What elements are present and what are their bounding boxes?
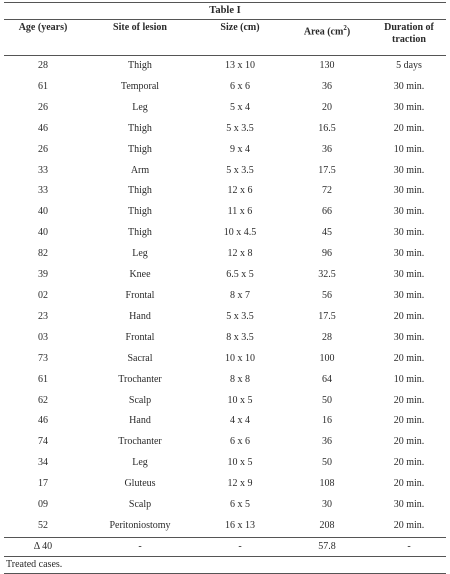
- size-cell: 6 x 6: [230, 80, 250, 92]
- duration-cell: 30 min.: [393, 331, 425, 343]
- site-cell: Thigh: [128, 206, 152, 218]
- duration-cell: 20 min.: [393, 519, 425, 531]
- area-cell: 17.5: [318, 164, 336, 176]
- duration-cell: 30 min.: [393, 289, 425, 301]
- area-cell: 20: [322, 101, 332, 113]
- age-cell: 62: [38, 394, 48, 406]
- duration-cell: 30 min.: [393, 248, 425, 260]
- table-row: [4, 161, 446, 182]
- site-cell: Thigh: [128, 60, 152, 71]
- site-cell: Knee: [129, 269, 151, 281]
- area-cell: 66: [322, 206, 332, 218]
- size-cell: 10 x 4.5: [223, 227, 257, 239]
- size-cell: 16 x 13: [225, 519, 255, 531]
- table-row: [4, 349, 446, 370]
- age-cell: 46: [38, 122, 48, 134]
- age-cell: 52: [38, 519, 48, 531]
- area-cell: 16.5: [318, 122, 336, 134]
- site-cell: Gluteus: [124, 478, 156, 490]
- area-cell: 208: [319, 519, 335, 531]
- table-title: Table I: [4, 2, 446, 20]
- area-cell: 17.5: [318, 310, 336, 322]
- site-cell: Scalp: [128, 394, 152, 406]
- header-age: Age (years): [4, 20, 82, 56]
- age-cell: 28: [38, 60, 48, 71]
- size-cell: 8 x 3.5: [226, 331, 254, 343]
- area-cell: 30: [322, 499, 332, 511]
- area-cell: 72: [322, 185, 332, 197]
- age-cell: 61: [38, 373, 48, 385]
- table-row: [4, 223, 446, 244]
- area-cell: 36: [322, 80, 332, 92]
- area-cell: 130: [319, 60, 335, 71]
- table-row: [4, 286, 446, 307]
- size-cell: 9 x 4: [230, 143, 250, 155]
- size-cell: 13 x 10: [225, 60, 255, 71]
- size-cell: 8 x 7: [230, 289, 250, 301]
- age-cell: 26: [38, 143, 48, 155]
- site-cell: Leg: [132, 101, 148, 113]
- area-cell: 108: [319, 478, 335, 490]
- site-cell: Frontal: [125, 331, 155, 343]
- summary-size-cell: -: [198, 537, 282, 556]
- area-cell: 96: [322, 248, 332, 260]
- table-row: [4, 181, 446, 202]
- header-duration: [372, 20, 446, 56]
- table-row: [4, 516, 446, 537]
- age-cell: 40: [38, 227, 48, 239]
- table-row: [4, 202, 446, 223]
- duration-cell: 30 min.: [393, 206, 425, 218]
- age-cell: 73: [38, 352, 48, 364]
- header-size: Size (cm): [198, 20, 282, 56]
- site-cell: Thigh: [128, 122, 152, 134]
- site-cell: Thigh: [128, 185, 152, 197]
- size-cell: 8 x 8: [230, 373, 250, 385]
- table-row: [4, 140, 446, 161]
- header-duration-line1: Duration of: [384, 22, 434, 33]
- table-body: [4, 56, 446, 557]
- site-cell: Peritoniostomy: [109, 519, 171, 531]
- duration-cell: 20 min.: [393, 122, 425, 134]
- table-row: [4, 328, 446, 349]
- site-cell: Leg: [132, 248, 148, 260]
- duration-cell: 30 min.: [393, 185, 425, 197]
- duration-cell: 20 min.: [393, 478, 425, 490]
- summary-duration-cell: -: [372, 537, 446, 556]
- site-cell: Trochanter: [118, 373, 162, 385]
- summary-row: [4, 537, 446, 556]
- area-cell: 36: [322, 143, 332, 155]
- table-row: [4, 56, 446, 77]
- size-cell: 12 x 8: [227, 248, 253, 260]
- table-row: [4, 119, 446, 140]
- age-cell: 34: [38, 457, 48, 469]
- site-cell: Frontal: [125, 289, 155, 301]
- header-row: [4, 20, 446, 56]
- age-cell: 09: [38, 499, 48, 511]
- area-cell: 100: [319, 352, 335, 364]
- site-cell: Thigh: [128, 143, 152, 155]
- header-area-suffix: ): [346, 26, 351, 38]
- size-cell: 12 x 6: [227, 185, 253, 197]
- size-cell: 5 x 3.5: [226, 122, 254, 134]
- age-cell: 61: [38, 80, 48, 92]
- table-row: [4, 98, 446, 119]
- data-table: [4, 20, 446, 557]
- site-cell: Leg: [132, 457, 148, 469]
- size-cell: 6.5 x 5: [226, 269, 254, 281]
- area-cell: 32.5: [318, 269, 336, 281]
- size-cell: 5 x 3.5: [226, 310, 254, 322]
- site-cell: Hand: [129, 310, 151, 322]
- area-cell: 50: [322, 457, 332, 469]
- size-cell: 10 x 10: [225, 352, 255, 364]
- site-cell: Thigh: [128, 227, 152, 239]
- duration-cell: 10 min.: [393, 143, 425, 155]
- table-row: [4, 307, 446, 328]
- table-row: [4, 244, 446, 265]
- table-row: [4, 453, 446, 474]
- age-cell: 26: [38, 101, 48, 113]
- site-cell: Arm: [130, 164, 150, 176]
- age-cell: 02: [38, 289, 48, 301]
- area-cell: 50: [322, 394, 332, 406]
- site-cell: Hand: [129, 415, 151, 427]
- age-cell: 46: [38, 415, 48, 427]
- duration-cell: 30 min.: [393, 269, 425, 281]
- age-cell: 40: [38, 206, 48, 218]
- area-cell: 28: [322, 331, 332, 343]
- area-cell: 45: [322, 227, 332, 239]
- duration-cell: 20 min.: [393, 394, 425, 406]
- table-row: [4, 370, 446, 391]
- area-cell: 64: [322, 373, 332, 385]
- duration-cell: 30 min.: [393, 101, 425, 113]
- size-cell: 6 x 6: [230, 436, 250, 448]
- size-cell: 10 x 5: [227, 394, 253, 406]
- size-cell: 12 x 9: [227, 478, 253, 490]
- table-row: [4, 432, 446, 453]
- table-row: [4, 495, 446, 516]
- duration-cell: 20 min.: [393, 415, 425, 427]
- age-cell: 03: [38, 331, 48, 343]
- header-area: [282, 20, 372, 56]
- age-cell: 74: [38, 436, 48, 448]
- size-cell: 11 x 6: [227, 206, 253, 218]
- site-cell: Scalp: [128, 499, 152, 511]
- table-row: [4, 77, 446, 98]
- duration-cell: 20 min.: [393, 310, 425, 322]
- duration-cell: 30 min.: [393, 227, 425, 239]
- summary-site-cell: -: [82, 537, 198, 556]
- summary-area-cell: 57.8: [282, 537, 372, 556]
- age-cell: 23: [38, 310, 48, 322]
- area-cell: 16: [322, 415, 332, 427]
- duration-cell: 30 min.: [393, 164, 425, 176]
- table-row: [4, 474, 446, 495]
- age-cell: 39: [38, 269, 48, 281]
- size-cell: 5 x 4: [230, 101, 250, 113]
- size-cell: 5 x 3.5: [226, 164, 254, 176]
- table-row: [4, 411, 446, 432]
- header-duration-line2: traction: [392, 34, 426, 45]
- area-cell: 36: [322, 436, 332, 448]
- header-site: Site of lesion: [82, 20, 198, 56]
- table-row: [4, 265, 446, 286]
- age-cell: 33: [38, 164, 48, 176]
- size-cell: 6 x 5: [230, 499, 250, 511]
- header-area-sup: 2: [343, 24, 347, 32]
- duration-cell: 30 min.: [393, 499, 425, 511]
- duration-cell: 20 min.: [393, 457, 425, 469]
- site-cell: Sacral: [127, 352, 153, 364]
- footnote: Treated cases.: [4, 557, 446, 574]
- duration-cell: 30 min.: [393, 80, 425, 92]
- age-cell: 33: [38, 185, 48, 197]
- table-row: [4, 391, 446, 412]
- size-cell: 10 x 5: [227, 457, 253, 469]
- site-cell: Trochanter: [118, 436, 162, 448]
- duration-cell: 20 min.: [393, 352, 425, 364]
- summary-age-cell: Δ 40: [4, 537, 82, 556]
- size-cell: 4 x 4: [230, 415, 250, 427]
- age-cell: 82: [38, 248, 48, 260]
- age-cell: 17: [38, 478, 48, 490]
- area-cell: 56: [322, 289, 332, 301]
- duration-cell: 10 min.: [393, 373, 425, 385]
- duration-cell: 5 days: [396, 60, 422, 71]
- duration-cell: 20 min.: [393, 436, 425, 448]
- site-cell: Temporal: [120, 80, 160, 92]
- header-area-prefix: Area (cm: [303, 26, 344, 38]
